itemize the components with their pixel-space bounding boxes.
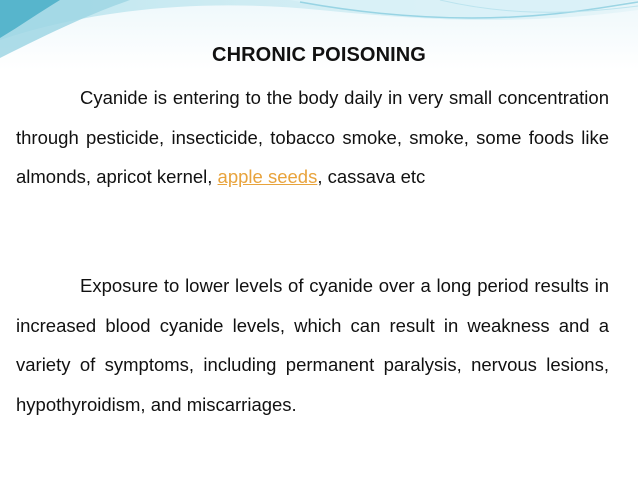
paragraph-1-text-end: , cassava etc (317, 166, 426, 187)
apple-seeds-link[interactable]: apple seeds (217, 166, 318, 187)
slide-title: CHRONIC POISONING (212, 44, 426, 66)
paragraph-1-text: Cyanide is entering to the body daily in very small concentration through pesticide, insecticide, tobacco smoke, smoke, some foods like almonds, apricot kernel, (16, 87, 609, 187)
paragraph-2-text: Exposure to lower levels of cyanide over a long period results in increased blood cyanide levels, which can result in weakness and a variety of symptoms, including permanent paralysis, nervous lesions, hypothyroidism, and miscarriages. (16, 275, 609, 415)
paragraph-1 (16, 78, 609, 197)
paragraph-2 (16, 266, 609, 424)
